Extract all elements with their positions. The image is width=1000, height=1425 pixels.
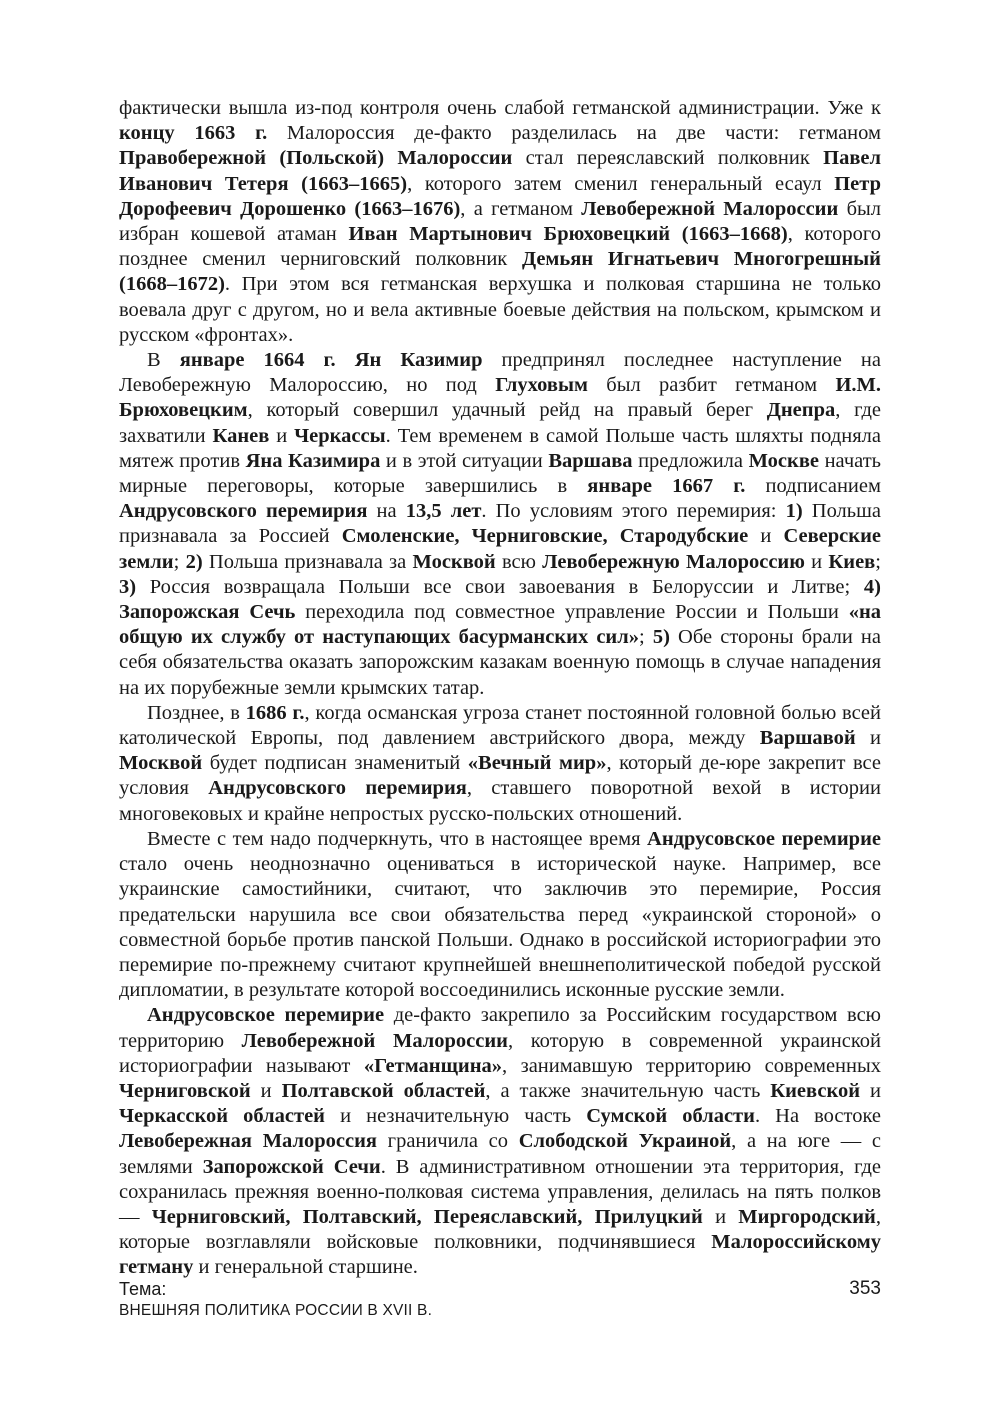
- bold-term: концу 1663 г.: [119, 122, 268, 145]
- bold-term: Черниговский, Полтавский, Переяславский, Прилуцкий: [151, 1205, 703, 1228]
- paragraph: [119, 701, 881, 827]
- bold-term: Северские земли: [119, 525, 881, 573]
- text-run: и незначительную часть: [325, 1105, 587, 1128]
- text-run: Малороссия де-факто разделилась на две части: гетманом: [267, 122, 881, 145]
- text-run: Позднее, в: [147, 701, 246, 724]
- bold-term: Киевской: [770, 1079, 861, 1102]
- text-run: , который совершил удачный рейд на правый берег: [247, 399, 767, 422]
- text-run: . Тем временем в самой Польше часть шляхты подняла мятеж против: [119, 424, 881, 472]
- bold-term: Левобережной Малороссии: [581, 197, 839, 220]
- text-run: фактически вышла из-под контроля очень слабой гетманской администрации. Уже к: [119, 97, 881, 119]
- text-run: был разбит гетманом: [587, 374, 836, 397]
- paragraph: [119, 827, 881, 1003]
- text-run: на: [367, 500, 406, 523]
- text-run: . В административном отношении эта территория, где сохранилась прежняя военно-полковая система управления, делилась на пять полков —: [119, 1155, 881, 1228]
- bold-term: Яна Казимира: [245, 449, 381, 472]
- text-run: , а также значительную часть: [485, 1079, 771, 1102]
- text-run: был избран кошевой атаман: [119, 197, 882, 246]
- text-run: Вместе с тем надо подчеркнуть, что в настоящее время: [147, 827, 648, 850]
- bold-term: Запорожской Сечи: [202, 1155, 381, 1178]
- bold-term: Левобережная Малороссия: [119, 1130, 377, 1153]
- bold-term: Полтавской областей: [281, 1079, 486, 1102]
- bold-term: 4) Запорожская Сечь: [119, 575, 881, 624]
- text-run: , когда османская угроза станет постоянной головной болью всей католической Европы, под давлением австрийского двора, между: [119, 701, 881, 750]
- text-run: предложила: [632, 449, 749, 472]
- text-run: стало очень неоднозначно оцениваться в исторической науке. Например, все украинские самостийники, считают, что заключив это перемирие, Россия предательски нарушила все свои обязательства перед «украинской стороной» о совместной борьбе против панской Польши. Однако в российской историографии это перемирие по-прежнему считают крупнейшей внешнеполитической победой русской дипломатии, в результате которой воссоединились исконные русские земли.: [119, 853, 881, 1002]
- paragraph: [119, 348, 881, 701]
- text-run: , а гетманом: [460, 197, 582, 220]
- bold-term: Смоленские, Черниговские, Стародубские: [341, 525, 749, 548]
- text-run: . На востоке: [754, 1105, 881, 1128]
- bold-term: Канев: [212, 424, 270, 447]
- text-run: , которые возглавляли войсковые полковники, подчинявшиеся: [119, 1205, 881, 1254]
- bold-term: 1): [785, 500, 803, 523]
- text-run: переходила под совместное управление России и Польши: [295, 601, 849, 624]
- text-run: и: [860, 1079, 881, 1102]
- page-body: [119, 96, 881, 1281]
- text-run: , которого затем сменил генеральный есаул: [407, 172, 835, 195]
- text-run: Польша признавала за: [202, 550, 413, 573]
- bold-term: «на общую их службу от наступающих басурманских сил»: [119, 601, 881, 649]
- bold-term: 13,5 лет: [405, 500, 482, 523]
- text-run: В: [147, 349, 180, 372]
- bold-term: Сумской области: [586, 1105, 755, 1128]
- bold-term: Петр Дорофеевич Дорошенко (1663–1676): [119, 172, 881, 220]
- bold-term: Демьян Игнатьевич Многогрешный (1668–1672): [119, 248, 881, 296]
- bold-term: 1686 г.: [245, 701, 305, 724]
- footer-topic: [119, 1278, 432, 1322]
- text-run: стал переяславский полковник: [512, 147, 824, 170]
- bold-term: Павел Иванович Тетеря (1663–1665): [119, 147, 881, 195]
- bold-term: Варшава: [548, 449, 633, 472]
- text-run: Россия возвращала Польши все свои завоевания в Белоруссии и Литве;: [136, 575, 864, 598]
- bold-term: Черкасской областей: [119, 1105, 325, 1128]
- bold-term: Днепра: [766, 399, 836, 422]
- text-run: будет подписан знаменитый: [202, 752, 468, 775]
- page-number: 353: [849, 1278, 881, 1299]
- bold-term: «Гетманщина»: [363, 1054, 503, 1077]
- bold-term: 5): [652, 626, 670, 649]
- text-run: начать мирные переговоры, которые завершились в: [119, 449, 882, 498]
- bold-term: Слободской Украиной: [518, 1130, 732, 1153]
- bold-term: Варшавой: [759, 727, 856, 750]
- text-run: ;: [173, 550, 186, 573]
- text-run: предпринял последнее наступление на Левобережную Малороссию, но под: [119, 349, 881, 397]
- footer-title: ВНЕШНЯЯ ПОЛИТИКА РОССИИ В XVII В.: [119, 1302, 433, 1319]
- bold-term: Андрусовское перемирие: [647, 827, 881, 850]
- text-run: подписанием: [745, 475, 881, 498]
- text-run: и генеральной старшине.: [193, 1256, 418, 1279]
- text-run: Польша признавала за Россией: [119, 500, 882, 548]
- bold-term: Миргородский: [738, 1205, 876, 1228]
- bold-term: 2): [185, 550, 203, 573]
- bold-term: Москвой: [119, 752, 203, 775]
- text-run: граничила со: [376, 1130, 519, 1153]
- bold-term: И.М. Брюховецким: [119, 374, 881, 422]
- text-run: Обе стороны брали на себя обязательства оказать запорожским казакам военную помощь в случае нападения на их порубежные земли крымских татар.: [119, 626, 881, 699]
- text-run: , которую в современной украинской историографии называют: [119, 1029, 881, 1077]
- text-run: , где захватили: [119, 399, 881, 447]
- bold-term: Малороссийскому гетману: [119, 1231, 881, 1279]
- text-run: всю: [495, 550, 543, 573]
- text-run: , ставшего поворотной вехой в истории многовековых и крайне непростых русско-польских отношений.: [119, 777, 881, 825]
- bold-term: Левобережную Малороссию: [542, 550, 805, 573]
- paragraph: [119, 1003, 881, 1280]
- text-run: и: [804, 550, 829, 573]
- bold-term: Правобережной (Польской) Малороссии: [119, 147, 513, 170]
- text-run: и: [855, 727, 881, 750]
- text-run: и: [748, 525, 784, 548]
- text-run: , занимавшую территорию современных: [502, 1054, 882, 1077]
- bold-term: Левобережной Малороссии: [241, 1029, 508, 1052]
- bold-term: январе 1667 г.: [587, 475, 746, 498]
- bold-term: Глуховым: [495, 374, 588, 397]
- bold-term: Черкассы: [294, 424, 386, 447]
- bold-term: 3): [119, 575, 137, 598]
- bold-term: Иван Мартынович Брюховецкий (1663–1668): [348, 223, 788, 246]
- footer-label: Тема:: [119, 1279, 167, 1299]
- bold-term: Москве: [748, 449, 819, 472]
- bold-term: Киев: [828, 550, 876, 573]
- text-run: и: [702, 1205, 739, 1228]
- bold-term: Андрусовского перемирия: [119, 500, 368, 523]
- text-run: . По условиям этого перемирия:: [481, 500, 786, 523]
- text-run: и: [269, 424, 295, 447]
- text-run: , которого позднее сменил черниговский полковник: [119, 223, 881, 271]
- text-run: , а на юге — с землями: [119, 1130, 881, 1178]
- bold-term: Андрусовского перемирия: [208, 777, 467, 800]
- text-run: , который де-юре закрепит все условия: [119, 752, 881, 800]
- text-run: . При этом вся гетманская верхушка и полковая старшина не только воевала друг с другом, но и вела активные боевые действия на польском, крымском и русском «фронтах».: [119, 273, 881, 346]
- text-run: де-факто закрепило за Российским государством всю территорию: [119, 1004, 881, 1052]
- text-run: и: [250, 1079, 282, 1102]
- text-run: и в этой ситуации: [380, 449, 549, 472]
- bold-term: январе 1664 г. Ян Казимир: [179, 349, 483, 372]
- bold-term: Черниговской: [119, 1079, 251, 1102]
- paragraph: [119, 96, 881, 348]
- text-run: ;: [639, 626, 653, 649]
- bold-term: Москвой: [412, 550, 496, 573]
- bold-term: «Вечный мир»: [467, 752, 607, 775]
- bold-term: Андрусовское перемирие: [147, 1004, 385, 1027]
- text-run: ;: [875, 550, 881, 573]
